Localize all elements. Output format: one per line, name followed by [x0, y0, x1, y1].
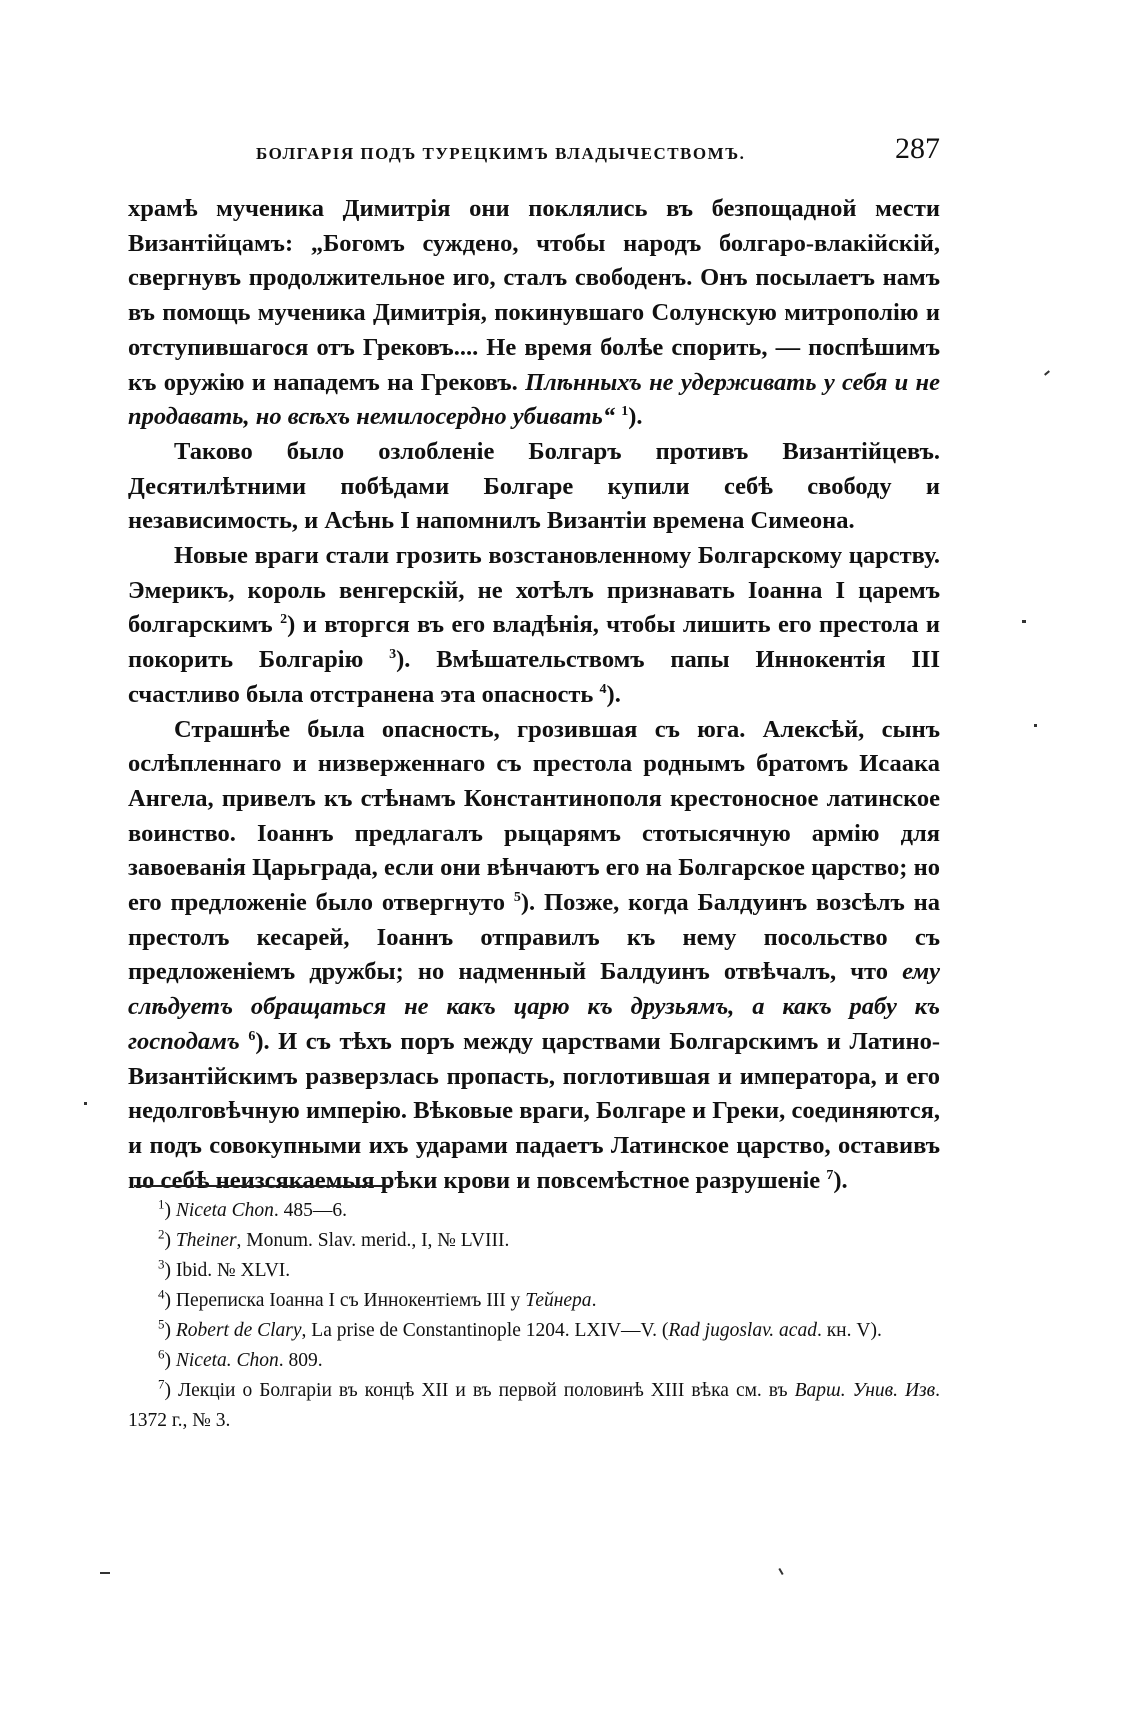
paragraph-1 [128, 192, 940, 435]
running-head: БОЛГАРІЯ ПОДЪ ТУРЕЦКИМЪ ВЛАДЫЧЕСТВОМЪ. [256, 144, 746, 163]
footnote-text: . 485—6. [273, 1200, 348, 1221]
footnote-text: ) [164, 1350, 176, 1371]
footnote-ref-2: 2 [280, 612, 288, 628]
footnote-text: ) Ibid. № XLVI. [164, 1260, 291, 1281]
print-speck [84, 1102, 87, 1105]
footnote-italic: Theiner [175, 1230, 237, 1251]
footnote-italic: Rad jugoslav. acad [668, 1320, 817, 1341]
footnote-italic: Niceta Chon [175, 1200, 274, 1221]
paragraph-2: Таково было озлобленіе Болгаръ противъ Византійцевъ. Десятилѣтними побѣдами Болгаре купили себѣ свободу и независимость, и Асѣнь I напомнилъ Византіи времена Симеона. [128, 437, 940, 535]
footnote-mark: 6 [158, 1346, 165, 1362]
paragraph-4-text-a: Страшнѣе была опасность, грозившая съ юга. Алексѣй, сынъ ослѣпленнаго и низверженнаго съ престола роднымъ братомъ Исаака Ангела, привелъ къ стѣнамъ Константинополя крестоносное латинское воинство. Іоаннъ предлагалъ рыцарямъ стотысячную армію для завоеванія Царьграда, если они вѣнчаютъ его на Болгарское царство; но его предложеніе было отвергнуто [128, 715, 940, 917]
footnote-italic: Robert de Clary [175, 1320, 302, 1341]
footnote-italic: Варш. Унив. Изв [794, 1380, 936, 1401]
footnote-text: . 1372 г., № 3. [128, 1380, 941, 1431]
paragraph-4-end: ). [833, 1166, 848, 1194]
footnote-text: . кн. V). [816, 1320, 882, 1341]
footnote-mark: 1 [158, 1196, 165, 1212]
paragraph-3-text-a: Новые враги стали грозить возстановленному Болгарскому царству. Эмерикъ, король венгерскій, не хотѣлъ признавать Іоанна I царемъ болгарскимъ [128, 542, 940, 639]
footnote-text: ) Переписка Іоанна I съ Иннокентіемъ III у [164, 1290, 526, 1311]
paragraph-3-text-b: ) и вторгся въ его владѣнія, чтобы лишить его престола и покорить Болгарію [128, 611, 941, 674]
footnote-italic: Тейнера [525, 1290, 592, 1311]
paragraph-4 [128, 713, 940, 1199]
paragraph-1-text: храмѣ мученика Димитрія они поклялись въ безпощадной мести Византійцамъ: „Богомъ суждено, чтобы народъ болгаро-влакійскій, свергнувъ продолжительное иго, сталъ свободенъ. Онъ посылаетъ намъ въ помощь мученика Димитрія, покинувшаго Солунскую митрополію и отступившагося отъ Грековъ.... Не время болѣе спорить, — поспѣшимъ къ оружію и нападемъ на Грековъ. [128, 195, 940, 396]
paragraph-1-italic-quote: Плѣнныхъ не удерживать у себя и не продавать, но всѣхъ немилосердно убивать“ [128, 368, 941, 431]
footnote-text: ) [164, 1200, 176, 1221]
footnote-mark: 2 [158, 1226, 165, 1242]
paragraph-4-italic-quote: ему слѣдуетъ обращаться не какъ царю къ друзьямъ, а какъ рабу къ господамъ [128, 958, 941, 1055]
page-number: 287 [895, 132, 940, 165]
print-speck [100, 1572, 110, 1574]
footnote-ref-4: 4 [599, 681, 607, 697]
footnote-5 [128, 1316, 940, 1346]
paragraph-4-text-c: ). И съ тѣхъ поръ между царствами Болгарскимъ и Латино-Византійскимъ разверзлась пропасть, поглотившая и императора, и его недолговѣчную имперію. Вѣковые враги, Болгаре и Греки, соединяются, и подъ совокупными ихъ ударами падаетъ Латинское царство, оставивъ по себѣ неизсякаемыя рѣки крови и повсемѣстное разрушеніе [128, 1027, 940, 1194]
print-speck [778, 1568, 783, 1575]
footnote-italic: Niceta. Chon [175, 1350, 279, 1371]
footnote-text: , La prise de Constantinople 1204. LXIV—V. ( [301, 1320, 669, 1341]
footnote-2 [128, 1226, 940, 1256]
footnote-text: , Monum. Slav. merid., I, № LVIII. [236, 1230, 510, 1251]
footnote-4 [128, 1286, 940, 1316]
print-speck [1044, 370, 1050, 375]
footnote-text: ) [164, 1320, 176, 1341]
footnote-text: ) Лекціи о Болгаріи въ концѣ XII и въ первой половинѣ XIII вѣка см. въ [164, 1380, 795, 1401]
footnote-text: . 809. [278, 1350, 323, 1371]
paragraph-3-end: ). [606, 680, 621, 708]
print-speck [1022, 620, 1026, 623]
footnote-rule [134, 1185, 392, 1187]
footnote-3 [128, 1256, 940, 1286]
page-header [128, 132, 940, 172]
footnote-ref-3: 3 [389, 646, 397, 662]
footnote-ref-7: 7 [826, 1167, 834, 1183]
print-speck [1034, 724, 1037, 727]
footnote-7 [128, 1376, 940, 1436]
paragraph-3-text-c: ). Вмѣшательствомъ папы Иннокентія III счастливо была отстранена эта опасность [128, 646, 940, 708]
body-text [128, 192, 940, 1198]
footnote-text: . [591, 1290, 597, 1311]
footnote-ref-6: 6 [248, 1028, 256, 1044]
footnote-1 [128, 1196, 940, 1226]
footnote-mark: 4 [158, 1286, 165, 1302]
footnote-mark: 3 [158, 1256, 165, 1272]
footnote-mark: 7 [158, 1376, 165, 1392]
paragraph-3 [128, 539, 940, 713]
footnotes [128, 1196, 940, 1436]
footnote-text: ) [164, 1230, 176, 1251]
footnote-mark: 5 [158, 1316, 165, 1332]
footnote-ref-1: 1 [621, 404, 629, 420]
paragraph-1-end: ). [628, 403, 643, 431]
footnote-ref-5: 5 [513, 889, 521, 905]
paragraph-4-text-b: ). Позже, когда Балдуинъ возсѣлъ на престолъ кесарей, Іоаннъ отправилъ къ нему посольство съ предложеніемъ дружбы; но надменный Балдуинъ отвѣчалъ, что [128, 889, 940, 986]
footnote-6 [128, 1346, 940, 1376]
